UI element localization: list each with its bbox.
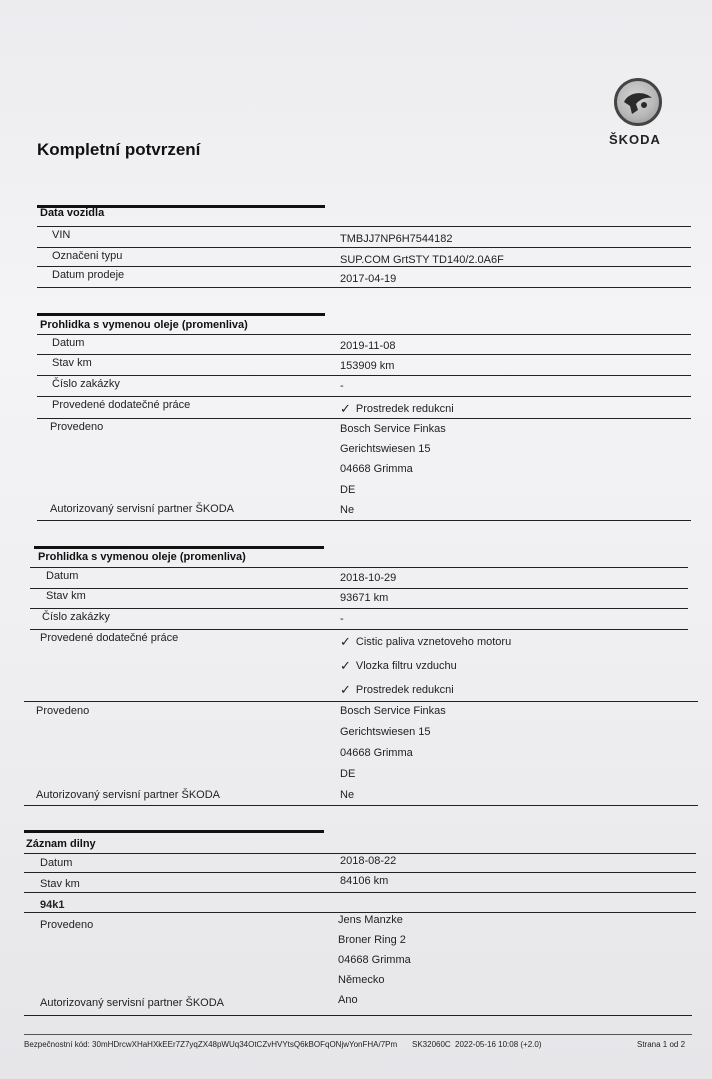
row-label: Datum bbox=[46, 570, 79, 582]
row-label: Provedeno bbox=[50, 421, 104, 433]
row-value: 2017-04-19 bbox=[340, 273, 397, 285]
divider bbox=[37, 375, 691, 376]
row-label: Provedeno bbox=[40, 919, 94, 931]
address-line: Broner Ring 2 bbox=[338, 934, 406, 946]
checkmark-icon: ✓ bbox=[340, 634, 351, 649]
divider bbox=[37, 266, 691, 267]
work-item: ✓ Prostredek redukcni bbox=[340, 682, 454, 697]
section-bar bbox=[37, 313, 325, 316]
row-label: Provedeno bbox=[36, 705, 90, 717]
row-label: VIN bbox=[52, 229, 71, 241]
divider bbox=[24, 701, 698, 702]
address-line: 04668 Grimma bbox=[338, 954, 411, 966]
row-label: 94k1 bbox=[40, 899, 65, 911]
skoda-logo-icon bbox=[614, 78, 662, 126]
footer-divider bbox=[24, 1034, 692, 1035]
divider bbox=[30, 608, 688, 609]
row-label: Autorizovaný servisní partner ŠKODA bbox=[36, 789, 221, 801]
checkmark-icon: ✓ bbox=[340, 682, 351, 697]
row-label: Autorizovaný servisní partner ŠKODA bbox=[40, 997, 225, 1009]
divider bbox=[37, 247, 691, 248]
divider bbox=[30, 588, 688, 589]
section-title: Záznam dilny bbox=[26, 838, 96, 850]
checkmark-icon: ✓ bbox=[340, 658, 351, 673]
address-line: 04668 Grimma bbox=[340, 747, 413, 759]
section-title: Prohlidka s vymenou oleje (promenliva) bbox=[38, 551, 246, 563]
divider bbox=[30, 567, 688, 568]
row-label: Stav km bbox=[46, 590, 86, 602]
row-value: 2019-11-08 bbox=[340, 340, 396, 352]
divider bbox=[24, 872, 696, 873]
divider bbox=[37, 287, 691, 288]
divider bbox=[37, 226, 691, 227]
address-line: 04668 Grimma bbox=[340, 463, 413, 475]
row-value: 153909 km bbox=[340, 360, 395, 372]
row-label: Datum bbox=[52, 337, 85, 349]
divider bbox=[37, 396, 691, 397]
checkmark-icon: ✓ bbox=[340, 401, 351, 416]
work-item: ✓ Cistic paliva vznetoveho motoru bbox=[340, 634, 512, 649]
address-line: DE bbox=[340, 768, 356, 780]
row-value: 93671 km bbox=[340, 592, 389, 604]
row-label: Provedené dodatečné práce bbox=[40, 632, 179, 644]
divider bbox=[24, 853, 696, 854]
section-bar bbox=[24, 830, 324, 833]
row-value: TMBJJ7NP6H7544182 bbox=[340, 233, 453, 245]
divider bbox=[30, 629, 688, 630]
row-value: Ano bbox=[338, 994, 358, 1006]
address-line: DE bbox=[340, 484, 356, 496]
address-line: Bosch Service Finkas bbox=[340, 423, 446, 435]
divider bbox=[37, 334, 691, 335]
row-label: Stav km bbox=[40, 878, 80, 890]
divider bbox=[24, 805, 698, 806]
row-label: Datum bbox=[40, 857, 73, 869]
row-label: Autorizovaný servisní partner ŠKODA bbox=[50, 503, 235, 515]
address-line: Jens Manzke bbox=[338, 914, 403, 926]
address-line: Gerichtswiesen 15 bbox=[340, 726, 431, 738]
row-value: - bbox=[340, 613, 344, 625]
address-line: Německo bbox=[338, 974, 385, 986]
row-value: SUP.COM GrtSTY TD140/2.0A6F bbox=[340, 254, 504, 266]
divider bbox=[24, 892, 696, 893]
row-value: 2018-10-29 bbox=[340, 572, 397, 584]
footer-page-number: Strana 1 od 2 bbox=[637, 1040, 686, 1049]
footer-security-code: Bezpečnostní kód: 30mHDrcwXHaHXkEEr7Z7yqZX48pWUq34OtCZvHVYtsQ6kBOFqONjwYonFHA/7Pm bbox=[24, 1040, 398, 1049]
row-label: Datum prodeje bbox=[52, 269, 125, 281]
row-label: Označeni typu bbox=[52, 250, 123, 262]
section-title: Data vozidla bbox=[40, 207, 105, 219]
row-value: - bbox=[340, 380, 344, 392]
divider bbox=[37, 418, 691, 419]
row-value: Ne bbox=[340, 504, 355, 516]
footer-document-code: SK32060C bbox=[412, 1040, 451, 1049]
address-line: Gerichtswiesen 15 bbox=[340, 443, 431, 455]
brand-name: ŠKODA bbox=[609, 132, 661, 147]
work-item: ✓ Prostredek redukcni bbox=[340, 401, 454, 416]
row-label: Stav km bbox=[52, 357, 92, 369]
work-item: ✓ Vlozka filtru vzduchu bbox=[340, 658, 457, 673]
section-bar bbox=[34, 546, 324, 549]
divider bbox=[24, 1015, 692, 1016]
section-title: Prohlidka s vymenou oleje (promenliva) bbox=[40, 319, 248, 331]
row-label: Číslo zakázky bbox=[42, 611, 110, 623]
footer-timestamp: 2022-05-16 10:08 (+2.0) bbox=[455, 1040, 542, 1049]
divider bbox=[24, 912, 696, 913]
row-value: Ne bbox=[340, 789, 355, 801]
divider bbox=[37, 354, 691, 355]
row-label: Provedené dodatečné práce bbox=[52, 399, 191, 411]
divider bbox=[37, 520, 691, 521]
row-label: Číslo zakázky bbox=[52, 378, 120, 390]
row-value: 2018-08-22 bbox=[340, 855, 397, 867]
row-value: 84106 km bbox=[340, 875, 389, 887]
address-line: Bosch Service Finkas bbox=[340, 705, 446, 717]
page-title: Kompletní potvrzení bbox=[37, 140, 201, 159]
